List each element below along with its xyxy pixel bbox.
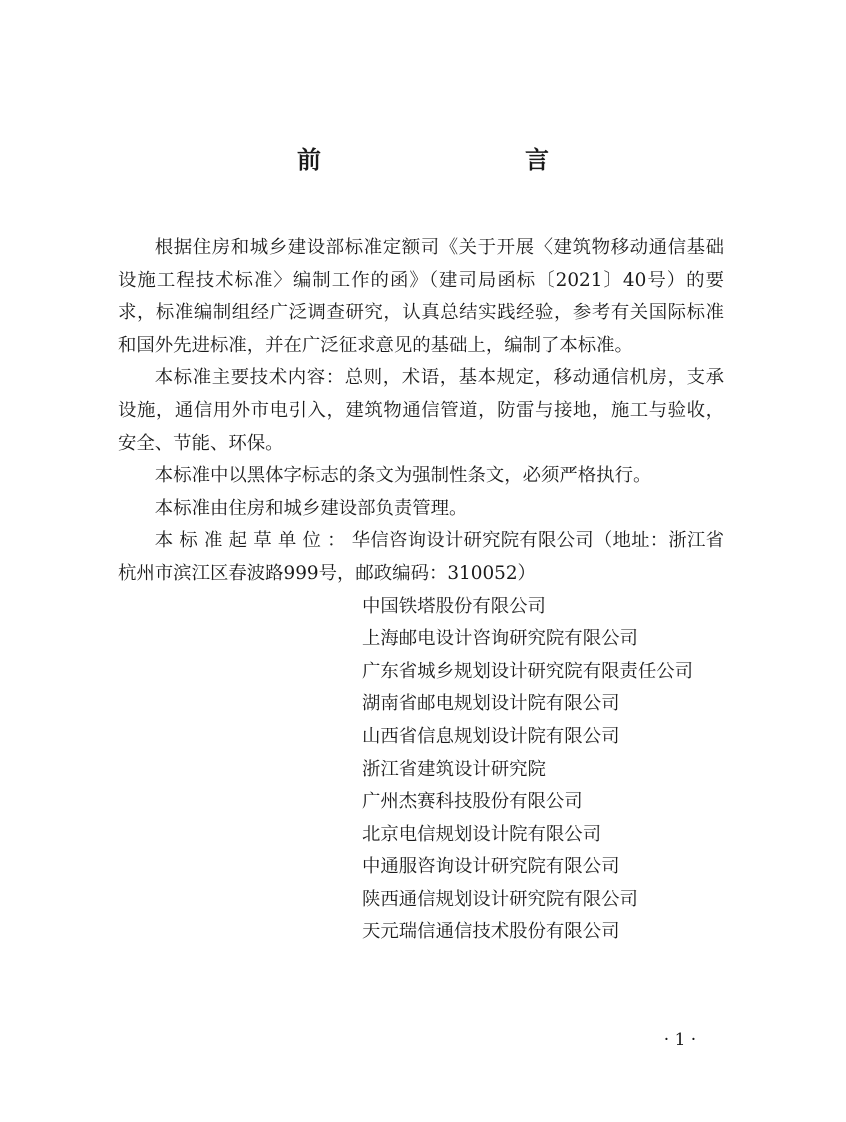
list-item: 中国铁塔股份有限公司: [362, 595, 546, 617]
body-text: [118, 232, 724, 949]
page-number: · 1 ·: [663, 1030, 697, 1050]
paragraph-basis: 根据住房和城乡建设部标准定额司《关于开展〈建筑物移动通信基础设施工程技术标准〉编制工作的函》（建司局函标〔2021〕40号）的要求，标准编制组经广泛调查研究，认真总结实践经验，参考有关国际标准和国外先进标准，并在广泛征求意见的基础上，编制了本标准。: [118, 237, 724, 356]
list-item: 浙江省建筑设计研究院: [362, 758, 546, 780]
list-item: 广东省城乡规划设计研究院有限责任公司: [362, 660, 694, 682]
list-item: 广州杰赛科技股份有限公司: [362, 791, 583, 813]
paragraph-mandatory-clauses: 本标准中以黑体字标志的条文为强制性条文，必须严格执行。: [154, 465, 652, 487]
list-item: 陕西通信规划设计研究院有限公司: [362, 888, 638, 910]
list-item: 天元瑞信通信技术股份有限公司: [362, 921, 620, 943]
drafting-units-list: [362, 591, 702, 950]
page-title: 前 言: [297, 146, 601, 174]
list-item: 中通服咨询设计研究院有限公司: [362, 856, 620, 878]
lead-unit-text: 华信咨询设计研究院有限公司（地址：浙江省杭州市滨江区春波路999号，邮政编码：310052）: [118, 530, 724, 584]
paragraph-main-content: 本标准主要技术内容：总则，术语，基本规定，移动通信机房，支承设施，通信用外市电引入，建筑物通信管道，防雷与接地，施工与验收，安全、节能、环保。: [118, 367, 724, 454]
list-item: 北京电信规划设计院有限公司: [362, 823, 602, 845]
paragraph-management: 本标准由住房和城乡建设部负责管理。: [154, 497, 468, 519]
drafting-label: 本标准起草单位：: [154, 530, 352, 552]
drafting-lead-unit: [118, 525, 724, 590]
list-item: 上海邮电设计咨询研究院有限公司: [362, 628, 638, 650]
list-item: 湖南省邮电规划设计院有限公司: [362, 693, 620, 715]
list-item: 山西省信息规划设计院有限公司: [362, 725, 620, 747]
